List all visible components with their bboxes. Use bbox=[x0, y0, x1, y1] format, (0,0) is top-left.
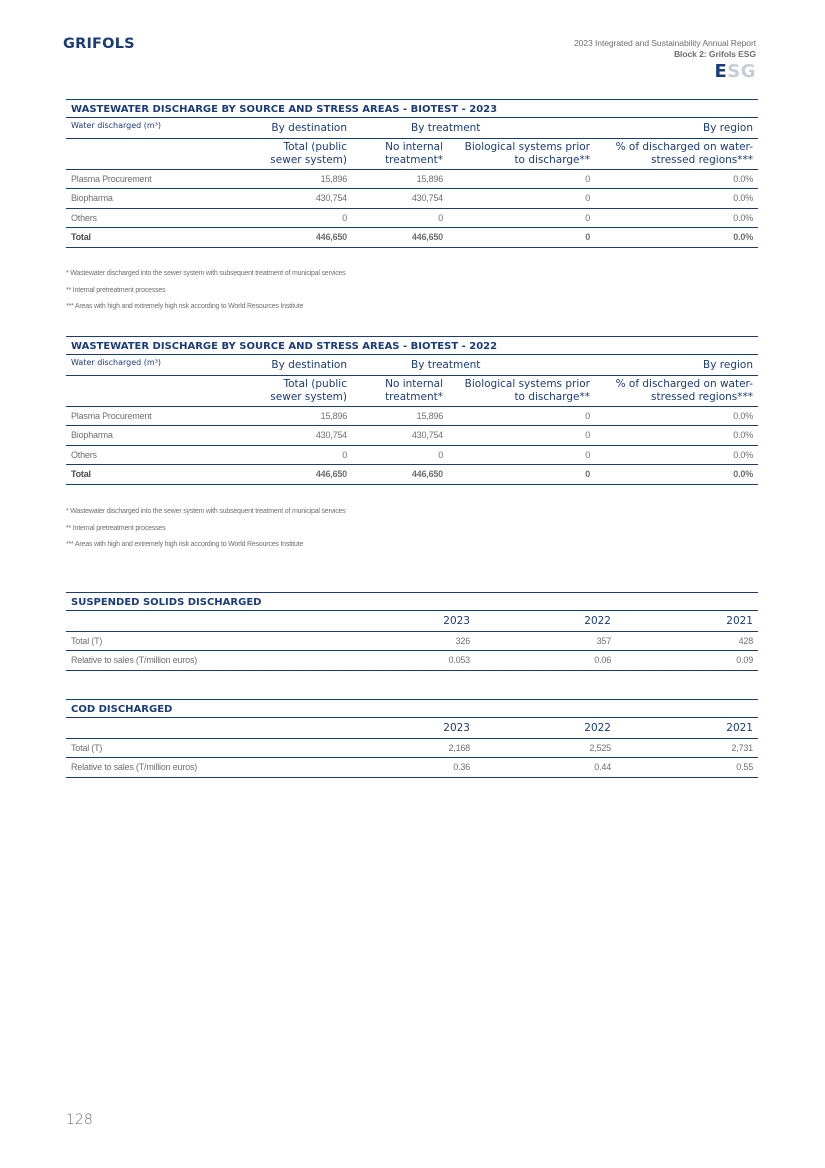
table-row bbox=[66, 189, 758, 209]
year-header: 2023 bbox=[333, 718, 475, 738]
cell: 0.0% bbox=[595, 208, 758, 228]
cell: 0 bbox=[448, 189, 595, 209]
row-label: Total (T) bbox=[66, 738, 333, 758]
column-header-row bbox=[66, 138, 758, 169]
row-label: Total bbox=[66, 465, 249, 485]
wastewater-table-2022 bbox=[66, 336, 758, 485]
cell: 0.0% bbox=[595, 189, 758, 209]
total-row bbox=[66, 465, 758, 485]
table-row bbox=[66, 651, 758, 671]
footnotes-2023 bbox=[66, 266, 346, 316]
page-number: 128 bbox=[66, 1112, 93, 1128]
cell: 0.55 bbox=[616, 758, 758, 778]
group-treatment: By treatment bbox=[352, 118, 595, 138]
cell: 0.0% bbox=[595, 426, 758, 446]
data-table bbox=[66, 118, 758, 248]
total-row bbox=[66, 228, 758, 248]
data-table bbox=[66, 355, 758, 485]
cell: 446,650 bbox=[352, 465, 448, 485]
unit-label: Water discharged (m³) bbox=[66, 118, 249, 138]
esg-e: E bbox=[714, 61, 728, 82]
esg-mark bbox=[574, 62, 756, 82]
group-region: By region bbox=[595, 118, 758, 138]
row-label: Biopharma bbox=[66, 426, 249, 446]
col-header-total: Total (public sewer system) bbox=[249, 375, 352, 406]
report-title: 2023 Integrated and Sustainability Annual Report bbox=[573, 38, 756, 48]
col-header-biological: Biological systems prior to discharge** bbox=[448, 375, 595, 406]
section-title: SUSPENDED SOLIDS DISCHARGED bbox=[66, 592, 758, 611]
table-row bbox=[66, 169, 758, 189]
col-header-total: Total (public sewer system) bbox=[249, 138, 352, 169]
cell: 15,896 bbox=[352, 169, 448, 189]
cell: 430,754 bbox=[249, 426, 352, 446]
group-region: By region bbox=[595, 355, 758, 375]
cell: 2,168 bbox=[333, 738, 475, 758]
table-row bbox=[66, 426, 758, 446]
cell: 430,754 bbox=[352, 426, 448, 446]
unit-label: Water discharged (m³) bbox=[66, 355, 249, 375]
group-header-row bbox=[66, 118, 758, 138]
cell: 0 bbox=[448, 228, 595, 248]
cell: 2,525 bbox=[475, 738, 616, 758]
cell: 15,896 bbox=[352, 406, 448, 426]
footnote: *** Areas with high and extremely high risk according to World Resources Institute bbox=[66, 303, 304, 310]
cell: 0.053 bbox=[333, 651, 475, 671]
cell: 15,896 bbox=[249, 169, 352, 189]
year-header: 2022 bbox=[475, 718, 616, 738]
row-label: Total bbox=[66, 228, 249, 248]
suspended-solids-table bbox=[66, 592, 758, 671]
row-label: Total (T) bbox=[66, 631, 333, 651]
footnote: * Wastewater discharged into the sewer system with subsequent treatment of municipal services bbox=[66, 508, 346, 515]
table-row bbox=[66, 631, 758, 651]
col-header-no-internal: No internal treatment* bbox=[352, 375, 448, 406]
cell: 0 bbox=[448, 169, 595, 189]
cell: 0 bbox=[448, 406, 595, 426]
col-header-stressed: % of discharged on water-stressed regions*** bbox=[595, 375, 758, 406]
row-label: Others bbox=[66, 445, 249, 465]
group-destination: By destination bbox=[249, 118, 352, 138]
cell: 430,754 bbox=[249, 189, 352, 209]
cell: 430,754 bbox=[352, 189, 448, 209]
row-label: Relative to sales (T/million euros) bbox=[66, 651, 333, 671]
cell: 446,650 bbox=[249, 465, 352, 485]
year-header: 2021 bbox=[616, 611, 758, 631]
col-header-biological: Biological systems prior to discharge** bbox=[448, 138, 595, 169]
cod-discharged-table bbox=[66, 699, 758, 778]
grifols-logo: GRIFOLS bbox=[63, 36, 135, 52]
cell: 0.0% bbox=[595, 445, 758, 465]
cell: 0 bbox=[448, 208, 595, 228]
cell: 0.36 bbox=[333, 758, 475, 778]
cell: 0.0% bbox=[595, 169, 758, 189]
wastewater-table-2023 bbox=[66, 99, 758, 248]
cell: 0.44 bbox=[475, 758, 616, 778]
cell: 0.06 bbox=[475, 651, 616, 671]
cell: 0.09 bbox=[616, 651, 758, 671]
section-title: WASTEWATER DISCHARGE BY SOURCE AND STRESS AREAS - BIOTEST - 2022 bbox=[66, 336, 758, 355]
table-row bbox=[66, 738, 758, 758]
footnote: * Wastewater discharged into the sewer system with subsequent treatment of municipal services bbox=[66, 270, 346, 277]
row-label: Biopharma bbox=[66, 189, 249, 209]
group-treatment: By treatment bbox=[352, 355, 595, 375]
year-header-row bbox=[66, 611, 758, 631]
footnote: ** Internal pretreatment processes bbox=[66, 286, 166, 294]
section-title: WASTEWATER DISCHARGE BY SOURCE AND STRESS AREAS - BIOTEST - 2023 bbox=[66, 99, 758, 118]
table-row bbox=[66, 406, 758, 426]
footnote: ** Internal pretreatment processes bbox=[66, 524, 166, 532]
footnotes-2022 bbox=[66, 504, 346, 554]
cell: 0 bbox=[249, 208, 352, 228]
data-table bbox=[66, 611, 758, 671]
row-label: Others bbox=[66, 208, 249, 228]
year-header: 2021 bbox=[616, 718, 758, 738]
year-header-row bbox=[66, 718, 758, 738]
table-row bbox=[66, 445, 758, 465]
row-label: Plasma Procurement bbox=[66, 406, 249, 426]
row-label: Relative to sales (T/million euros) bbox=[66, 758, 333, 778]
cell: 0.0% bbox=[595, 228, 758, 248]
esg-sg: SG bbox=[727, 61, 756, 82]
section-title: COD DISCHARGED bbox=[66, 699, 758, 718]
cell: 326 bbox=[333, 631, 475, 651]
year-header: 2023 bbox=[333, 611, 475, 631]
col-header-stressed: % of discharged on water-stressed regions*** bbox=[595, 138, 758, 169]
group-header-row bbox=[66, 355, 758, 375]
cell: 428 bbox=[616, 631, 758, 651]
cell: 0.0% bbox=[595, 406, 758, 426]
cell: 2,731 bbox=[616, 738, 758, 758]
year-header: 2022 bbox=[475, 611, 616, 631]
cell: 0 bbox=[448, 445, 595, 465]
data-table bbox=[66, 718, 758, 778]
report-header bbox=[574, 38, 756, 82]
row-label: Plasma Procurement bbox=[66, 169, 249, 189]
table-row bbox=[66, 758, 758, 778]
cell: 357 bbox=[475, 631, 616, 651]
footnote: *** Areas with high and extremely high risk according to World Resources Institute bbox=[66, 541, 304, 548]
cell: 0 bbox=[352, 208, 448, 228]
cell: 0 bbox=[448, 465, 595, 485]
cell: 0 bbox=[249, 445, 352, 465]
column-header-row bbox=[66, 375, 758, 406]
cell: 446,650 bbox=[249, 228, 352, 248]
col-header-no-internal: No internal treatment* bbox=[352, 138, 448, 169]
cell: 0 bbox=[448, 426, 595, 446]
table-row bbox=[66, 208, 758, 228]
cell: 446,650 bbox=[352, 228, 448, 248]
cell: 15,896 bbox=[249, 406, 352, 426]
cell: 0 bbox=[352, 445, 448, 465]
group-destination: By destination bbox=[249, 355, 352, 375]
cell: 0.0% bbox=[595, 465, 758, 485]
block-title: Block 2: Grifols ESG bbox=[673, 49, 756, 59]
